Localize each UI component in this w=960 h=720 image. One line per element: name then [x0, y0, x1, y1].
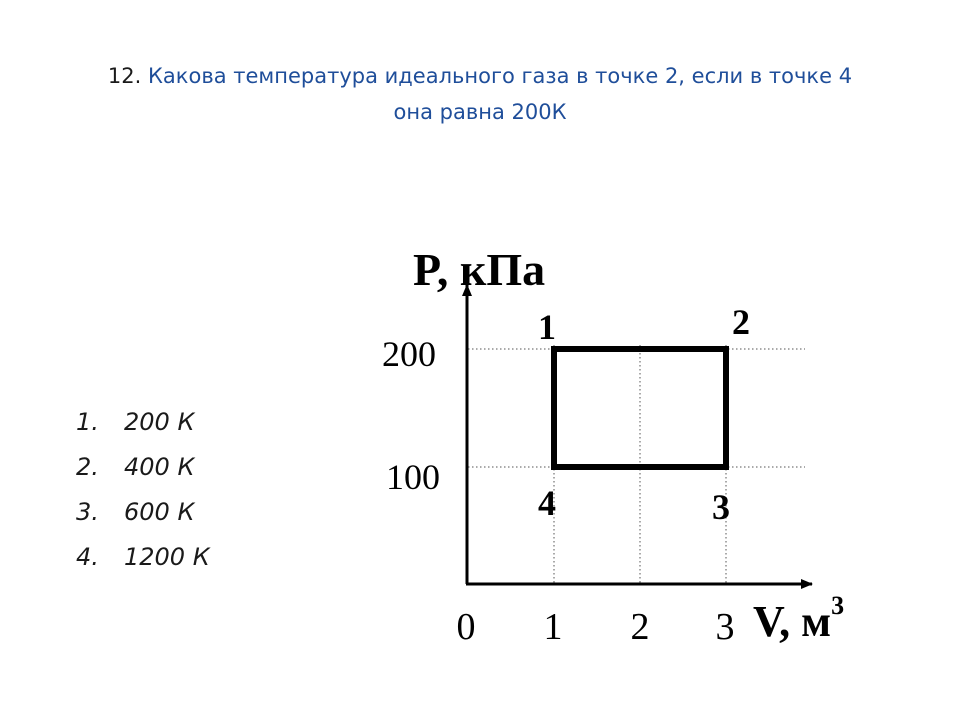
answer-number: 4.: [76, 543, 99, 571]
x-tick-label: 3: [715, 606, 735, 648]
x-axis-label: [753, 591, 844, 646]
point-label-3: 3: [712, 487, 730, 527]
x-tick-label: 2: [630, 606, 650, 648]
point-label-1: 1: [538, 307, 556, 347]
x-axis-label-superscript: 3: [831, 591, 845, 620]
point-label-4: 4: [538, 483, 556, 523]
answer-text: 600 К: [124, 498, 195, 526]
question-line-2: она равна 200К: [393, 100, 567, 124]
point-label-2: 2: [732, 302, 750, 342]
answer-text: 400 К: [124, 453, 195, 481]
y-tick-label: 200: [382, 334, 436, 374]
question-line-1-text: Какова температура идеального газа в точке 2, если в точке 4: [148, 64, 853, 88]
x-tick-label: 1: [543, 606, 563, 648]
answer-text: 1200 К: [124, 543, 210, 571]
y-axis-label: P, кПа: [413, 244, 546, 295]
x-axis-label-base: V, м: [753, 597, 832, 646]
answer-number: 3.: [76, 498, 99, 526]
x-tick-label: 0: [456, 606, 476, 648]
question-number: 12.: [107, 64, 142, 88]
answer-number: 1.: [76, 408, 99, 436]
answer-text: 200 К: [124, 408, 195, 436]
y-tick-label: 100: [386, 457, 440, 497]
answer-number: 2.: [76, 453, 99, 481]
